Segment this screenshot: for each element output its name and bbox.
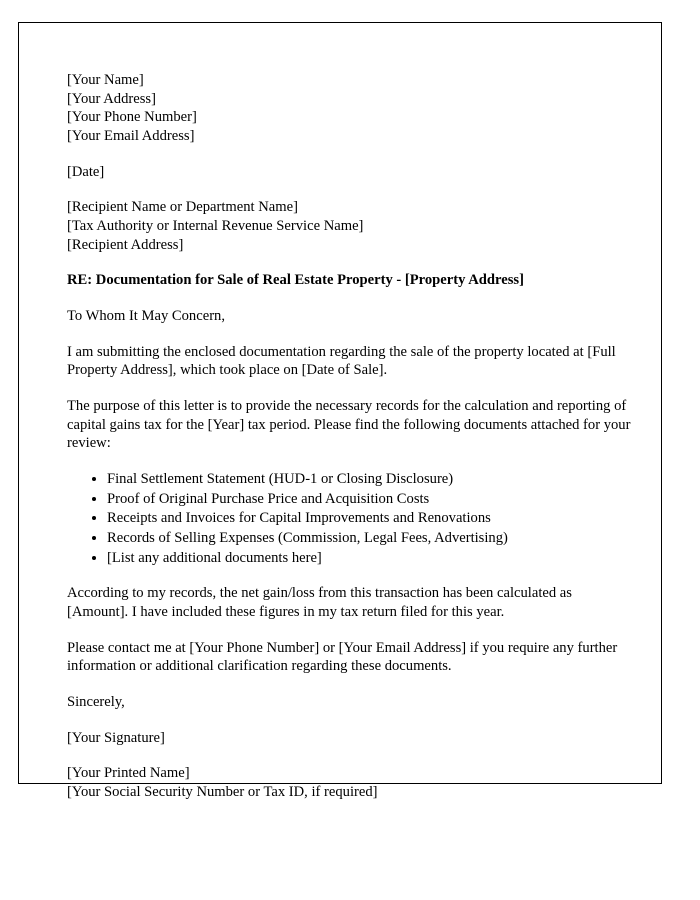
paragraph-submission: I am submitting the enclosed documentation regarding the sale of the property located at [Full Property Address], which took place on [Date of Sale]. [67, 343, 616, 379]
signature-placeholder: [Your Signature] [67, 729, 165, 746]
sender-line-address: [Your Address] [67, 90, 156, 107]
recipient-line-address: [Recipient Address] [67, 236, 184, 253]
date-block [67, 163, 635, 182]
printed-name-line: [Your Printed Name] [67, 765, 190, 782]
letter-border [18, 22, 662, 801]
list-item: • Records of Selling Expenses (Commission, Legal Fees, Advertising) [107, 529, 635, 548]
recipient-line-authority: [Tax Authority or Internal Revenue Service Name] [67, 218, 364, 235]
paragraph-net-gain-loss: According to my records, the net gain/loss from this transaction has been calculated as [Amount]. I have included these figures in my tax return filed for this year. [67, 585, 572, 621]
list-item: • Receipts and Invoices for Capital Improvements and Renovations [107, 509, 635, 528]
paragraph-purpose: The purpose of this letter is to provide the necessary records for the calculation and reporting of capital gains tax for the [Year] tax period. Please find the following documents attached for your review: [67, 398, 631, 452]
list-item: • [List any additional documents here] [107, 549, 635, 568]
sender-address-block [67, 71, 635, 146]
paragraph-contact: Please contact me at [Your Phone Number] or [Your Email Address] if you require any further information or additional clarification regarding these documents. [67, 639, 618, 675]
recipient-address-block [67, 198, 635, 254]
list-item: • Proof of Original Purchase Price and Acquisition Costs [107, 490, 635, 509]
sender-line-phone: [Your Phone Number] [67, 109, 197, 126]
letter-content [67, 71, 635, 819]
attached-documents-list [67, 470, 635, 567]
signoff-block [67, 764, 635, 801]
tax-id-line: [Your Social Security Number or Tax ID, if required] [67, 784, 378, 801]
sender-line-email: [Your Email Address] [67, 128, 195, 145]
sender-line-name: [Your Name] [67, 72, 144, 88]
subject-line: RE: Documentation for Sale of Real Estate Property - [Property Address] [67, 272, 524, 289]
date-line: [Date] [67, 163, 105, 180]
recipient-line-name: [Recipient Name or Department Name] [67, 199, 298, 216]
salutation: To Whom It May Concern, [67, 308, 225, 325]
list-item: • Final Settlement Statement (HUD-1 or Closing Disclosure) [107, 470, 635, 489]
closing-salutation: Sincerely, [67, 694, 125, 711]
